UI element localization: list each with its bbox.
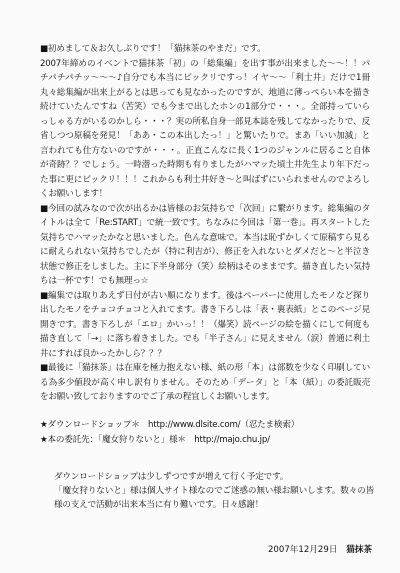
paragraph-restart: ■今回の試みなので次が出るかは皆様のお気持ちで「次回」に繋がります。総集編のタイトルは全て「Re:START」で統一致です。ちなみに今回は「第一巻」。再スタートした気持ちでハマッたかなと思いました。色んな意味で。本当は恥ずかしくて原稿すら見るに耐えられない気持ちでしたが（特に利吉が）、修正を入れないとダメだと～と半泣き状態で修正をしました。主に下半身部分（笑）絵柄はそのままです。描き直したい気持ちは一杯です！でも無理っ☆ [40,203,370,286]
intro-line: ■初めまして＆お久しぶりです！「猫抹茶のやまだ」です。 [40,44,266,54]
download-shop-link[interactable]: ★ダウンロードショップ＊ http://www.dlsite.com/（忍たま検索） [40,420,300,430]
afterword-body [40,42,370,405]
date-text: 2007年12月29日 [267,545,338,555]
closing-line-1: ダウンロードショップは少しずつですが増えて行く予定です。 [54,472,289,482]
shop-links [40,418,370,447]
paragraph-stock: ■最後に「猫抹茶」は在庫を極力抱えない様、紙の形「本」は部数を少なく印刷している為多少値段が高く申し訳有りません。そのため「データ」と「本（紙）」の委託販売をお願い致しておりますのでご了承の程宜しくお願いします。 [40,363,370,402]
paragraph-editing: ■編集では取りあえず日付が古い順になります。後はペーパーに使用したモノなど探り出したモノをチョコチョコと入れてます。書き下ろしは「表・裏表紙」とこのページ見開きです。書き下ろしが「エロ」かいっ！！（爆笑）読ページの絵を描くにして何度も描き直して「→」に落ち着きました。でも「半子さん」に見えません（涙）普通に利土井にすれば良かったかしら？？？ [40,290,370,359]
consignment-shop-link[interactable]: ★本の委託先：「魔女狩りないと」様＊ http://majo.chu.jp/ [40,434,270,445]
circle-stamp: 猫抹茶 [346,545,372,555]
paragraph-summary-volume: 2007年締めのイベントで猫抹茶「初」の「総集編」を出す事が出来ました～～！！パチパチパチッ～～～♪自分でも本当にビックリですっ！イヤ～～「利士井」だけで1冊丸々総集編が出来上がるとは思っても見なかったのですが、地道に薄っぺらい本を描き続けていたんですね（苦笑）でも今まで出したホンの1部分で・・・。全部持っていらっしゃる方がいるのかしら・・・？実の所私自身一部見本誌を残してなかったりで、反省しつつ原稿を発見！「ああ・この本出したっ！」と驚いたりで。まあ「いい加減」と言われても仕方ないのですが・・・。正直こんなに長く1つのジャンルに居ること自体が奇跡？？でしょう。一時潜った時期も有りましたがハマッた頃土井先生より年下だった事に更にビックリ！！！これからも利士井好き～と叫ばずにいられませんのでよろしくお願いします！ [40,58,370,199]
closing-line-2: 「魔女狩りないと」様は個人サイト様なのでご迷惑の無い様お願いします。数々の皆様の支えで活動が出来本当に有り難いです。日々感謝！ [54,486,374,510]
closing-notes [54,470,374,512]
signature-line [222,544,372,556]
